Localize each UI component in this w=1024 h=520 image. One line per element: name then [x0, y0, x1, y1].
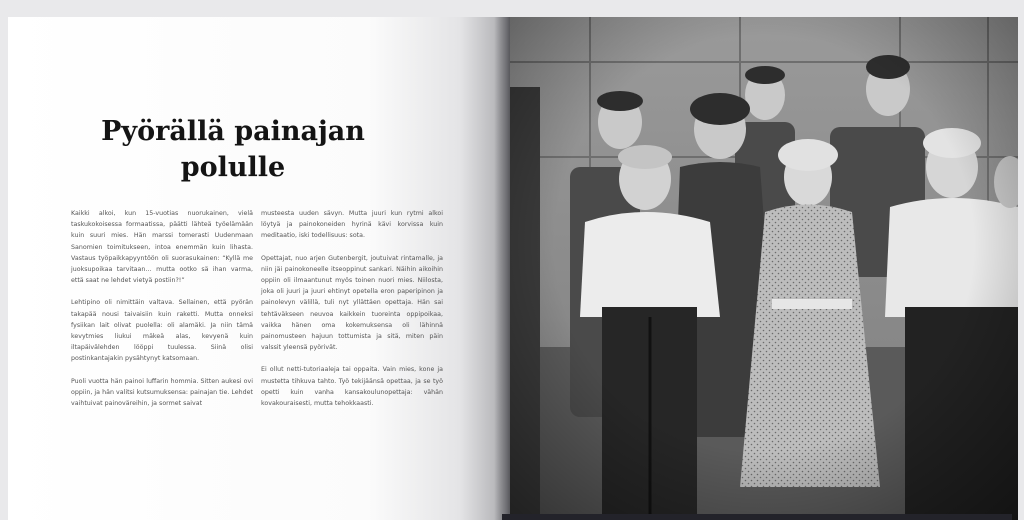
text-column-left	[71, 208, 253, 420]
historical-group-photo	[510, 17, 1018, 520]
left-page	[8, 17, 510, 520]
text-column-right	[261, 208, 443, 420]
paragraph: Lehtipino oli nimittäin valtava. Sellainen, että pyörän takapää nousi taivaisiin kuin raketti. Mutta onneksi fysiikan lait olivat puolella: oli alamäki. Ja niin tämä kevytmies liukui mäkeä alas, kevyenä kuin iltapäivälehden lööppi tuulessa. Siinä olisi postinkantajakin pysähtynyt katsomaan.	[71, 299, 253, 363]
book-spread	[8, 17, 1018, 520]
paragraph: Kaikki alkoi, kun 15-vuotias nuorukainen, vielä taskukokoisessa formaatissa, päätti lähteä työelämään kuin suuri mies. Hän marssi tomerasti Uudenmaan Sanomien toimitukseen, intoa enemmän kuin lihasta. Vastaus työpaikkapyyntöön oli suorasukainen: “Kyllä me juoksupoikaa tarvitaan… mutta ootko sä ihan varma, että saat ne lehdet vietyä postiin?!”	[71, 210, 253, 285]
paragraph: musteesta uuden sävyn. Mutta juuri kun rytmi alkoi löytyä ja painokoneiden hyrinä kävi korvissa kuin meditaatio, iski todellisuus: sota.	[261, 210, 443, 240]
page-bottom-edge	[502, 514, 1012, 520]
group-photo-illustration	[510, 17, 1018, 520]
paragraph: Ei ollut netti-tutoriaaleja tai oppaita. Vain mies, kone ja mustetta tihkuva tahto. Työ tekijäänsä opettaa, ja se työ opetti kuin vanha kansakoulunopettaja: vähän kovakouraisesti, mutta tehokkaasti.	[261, 366, 443, 408]
page-title	[68, 114, 398, 186]
paragraph: Puoli vuotta hän painoi luffarin hommia. Sitten aukesi ovi oppiin, ja hän valitsi kutsumuksensa: painajan tie. Lehdet vaihtuivat painoväreihin, ja sormet saivat	[71, 377, 253, 408]
paragraph: Opettajat, nuo arjen Gutenbergit, joutuivat rintamalle, ja niin jäi painokoneelle itseoppinut sankari. Näihin aikoihin oppiin oli ilmaantunut myös toinen nuori mies. Niilosta, joka oli juuri ja juuri ehtinyt opetella eron paperipinon ja painolevyn välillä, tuli nyt yllättäen opettaja. Hän sai tehtäväkseen neuvoa kaikkein tuoreinta oppipoikaa, vaikka hänen oma kokemuksensa oli lähinnä painomusteen hajuun tottumista ja sitä, miten päin valssit yleensä pyörivät.	[261, 254, 443, 352]
title-line-2: polulle	[180, 152, 286, 183]
title-line-1: Pyörällä painajan	[101, 116, 365, 147]
